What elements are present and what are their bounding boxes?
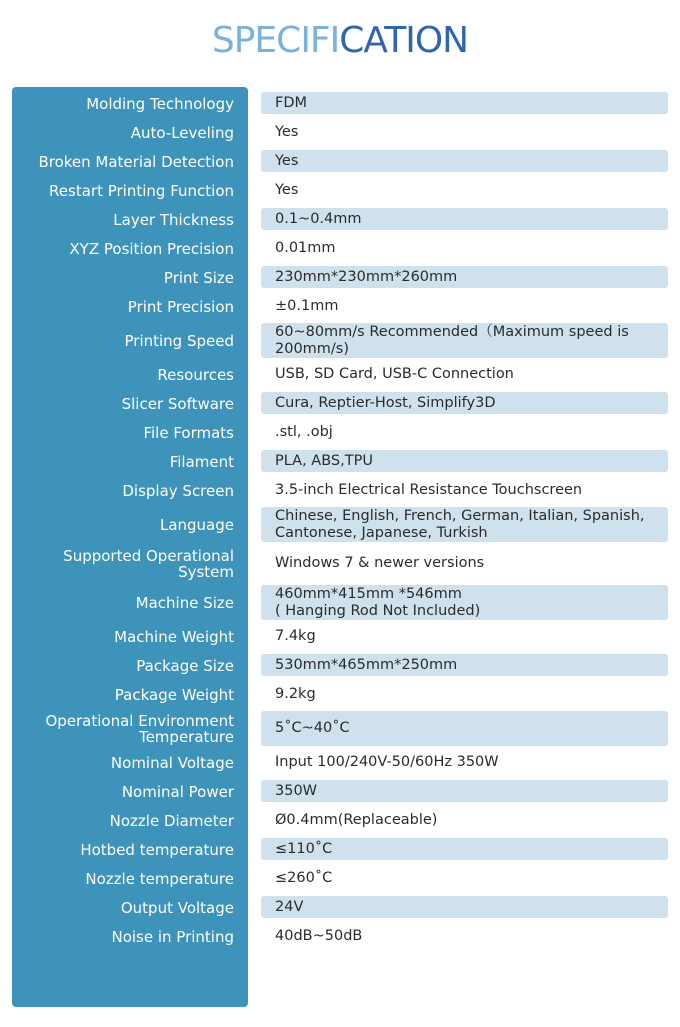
spec-row	[12, 321, 668, 360]
spec-row	[12, 89, 668, 118]
spec-label	[12, 651, 248, 680]
spec-label-line: Machine Weight	[114, 627, 234, 646]
spec-label-line: Nominal Voltage	[110, 753, 234, 772]
spec-row	[12, 922, 668, 951]
spec-value: 350W	[261, 780, 668, 802]
spec-label	[12, 583, 248, 622]
spec-label-line: Auto-Leveling	[130, 123, 234, 142]
spec-label-line: Print Size	[163, 268, 234, 287]
spec-label	[12, 748, 248, 777]
spec-row	[12, 389, 668, 418]
spec-value: Yes	[261, 150, 668, 172]
spec-value: USB, SD Card, USB-C Connection	[275, 365, 514, 382]
spec-label	[12, 544, 248, 583]
spec-label-line: Print Precision	[127, 297, 234, 316]
spec-label	[12, 292, 248, 321]
spec-value: Ø0.4mm(Replaceable)	[275, 811, 438, 828]
spec-label-line: Supported Operational	[63, 546, 234, 565]
spec-label	[12, 360, 248, 389]
spec-row	[12, 709, 668, 748]
spec-label-line: Operational Environment	[45, 711, 234, 730]
spec-row	[12, 234, 668, 263]
spec-label-line: Output Voltage	[120, 898, 234, 917]
spec-row	[12, 118, 668, 147]
spec-label	[12, 893, 248, 922]
spec-value: 0.1~0.4mm	[261, 208, 668, 230]
spec-value: Input 100/240V-50/60Hz 350W	[275, 753, 499, 770]
spec-row	[12, 680, 668, 709]
spec-value: ≤260˚C	[275, 869, 333, 886]
spec-label-line: System	[178, 562, 234, 581]
spec-label-line: Restart Printing Function	[49, 181, 234, 200]
spec-label-line: Nozzle Diameter	[109, 811, 234, 830]
spec-label	[12, 622, 248, 651]
spec-label-line: Broken Material Detection	[38, 152, 234, 171]
spec-label-line: Noise in Printing	[111, 927, 234, 946]
spec-table	[12, 89, 668, 951]
spec-label	[12, 806, 248, 835]
spec-row	[12, 418, 668, 447]
spec-value: 3.5-inch Electrical Resistance Touchscreen	[275, 481, 583, 498]
spec-row	[12, 622, 668, 651]
spec-label-line: Package Size	[136, 656, 234, 675]
spec-row	[12, 864, 668, 893]
spec-label	[12, 263, 248, 292]
spec-row	[12, 176, 668, 205]
spec-value: .stl, .obj	[275, 423, 333, 440]
spec-label	[12, 447, 248, 476]
spec-row	[12, 147, 668, 176]
spec-row	[12, 544, 668, 583]
spec-row	[12, 292, 668, 321]
spec-value: PLA, ABS,TPU	[261, 450, 668, 472]
spec-value: 9.2kg	[275, 685, 316, 702]
spec-label-line: Printing Speed	[124, 331, 234, 350]
spec-value: Yes	[275, 123, 299, 140]
spec-label	[12, 89, 248, 118]
spec-row	[12, 583, 668, 622]
spec-label	[12, 205, 248, 234]
spec-row	[12, 893, 668, 922]
spec-value: ±0.1mm	[275, 297, 339, 314]
spec-value: 230mm*230mm*260mm	[261, 266, 668, 288]
spec-label-line: Language	[159, 515, 234, 534]
spec-value: FDM	[261, 92, 668, 114]
spec-label	[12, 835, 248, 864]
spec-row	[12, 505, 668, 544]
spec-label-line: Nozzle temperature	[85, 869, 234, 888]
spec-label	[12, 418, 248, 447]
spec-value: Windows 7 & newer versions	[275, 555, 485, 571]
spec-label-line: Display Screen	[122, 481, 234, 500]
spec-label	[12, 864, 248, 893]
spec-row	[12, 263, 668, 292]
spec-value: Chinese, English, French, German, Italian, Spanish, Cantonese, Japanese, Turkish	[261, 507, 668, 542]
spec-label	[12, 505, 248, 544]
spec-label-line: XYZ Position Precision	[69, 239, 234, 258]
spec-value: 5˚C~40˚C	[261, 711, 668, 746]
spec-row	[12, 205, 668, 234]
page-title	[0, 18, 680, 64]
spec-value: 60~80mm/s Recommended（Maximum speed is 200mm/s)	[261, 323, 668, 358]
spec-label-line: Package Weight	[114, 685, 234, 704]
spec-label-line: Nominal Power	[121, 782, 234, 801]
spec-value: 530mm*465mm*250mm	[261, 654, 668, 676]
spec-label	[12, 922, 248, 951]
spec-row	[12, 806, 668, 835]
spec-value: Cura, Reptier-Host, Simplify3D	[261, 392, 668, 414]
spec-label	[12, 118, 248, 147]
spec-value: ≤110˚C	[261, 838, 668, 860]
spec-label-line: Molding Technology	[86, 94, 234, 113]
spec-row	[12, 748, 668, 777]
spec-value: Yes	[275, 181, 299, 198]
spec-label-line: Resources	[157, 365, 234, 384]
spec-row	[12, 835, 668, 864]
spec-label	[12, 389, 248, 418]
spec-label	[12, 234, 248, 263]
spec-row	[12, 360, 668, 389]
spec-value: 460mm*415mm *546mm ( Hanging Rod Not Included)	[261, 585, 668, 620]
spec-value: 24V	[261, 896, 668, 918]
spec-label-line: Hotbed temperature	[80, 840, 234, 859]
spec-label-line: File Formats	[143, 423, 234, 442]
spec-value: 0.01mm	[275, 239, 336, 256]
spec-label-line: Layer Thickness	[113, 210, 234, 229]
spec-row	[12, 476, 668, 505]
spec-value: 7.4kg	[275, 627, 316, 644]
spec-label-line: Filament	[169, 452, 234, 471]
spec-label-line: Temperature	[138, 727, 234, 746]
spec-row	[12, 651, 668, 680]
title-part-1: SPECIFI	[211, 20, 340, 61]
spec-label	[12, 147, 248, 176]
spec-label	[12, 476, 248, 505]
spec-row	[12, 447, 668, 476]
spec-label	[12, 321, 248, 360]
spec-label	[12, 176, 248, 205]
spec-value: 40dB~50dB	[275, 927, 363, 944]
spec-label	[12, 777, 248, 806]
spec-row	[12, 777, 668, 806]
spec-label-line: Machine Size	[135, 593, 234, 612]
title-part-2: CATION	[339, 20, 469, 61]
spec-label-line: Slicer Software	[121, 394, 234, 413]
spec-label	[12, 680, 248, 709]
spec-label	[12, 709, 248, 748]
